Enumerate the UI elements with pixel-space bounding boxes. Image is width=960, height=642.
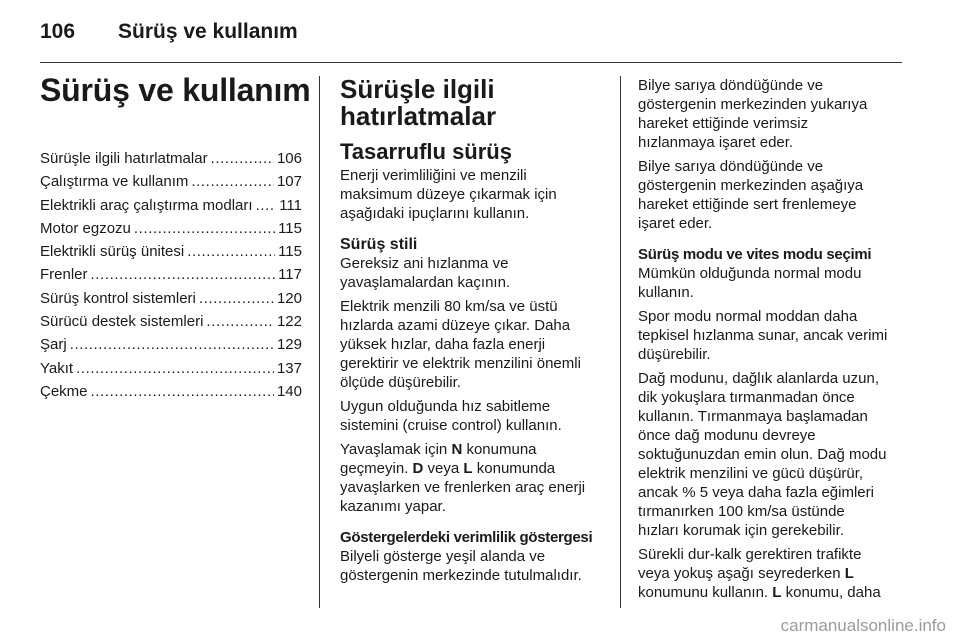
gear-l: L — [463, 460, 473, 477]
toc-leader-dots — [256, 197, 277, 214]
right-column — [638, 76, 906, 607]
toc-entry-page: 120 — [276, 289, 302, 307]
toc-entry[interactable] — [40, 197, 302, 220]
running-head: Sürüş ve kullanım — [118, 20, 298, 43]
toc-entry[interactable] — [40, 266, 302, 289]
gear-d: D — [412, 460, 424, 477]
paragraph: Spor modu normal moddan daha tepkisel hızlanma sunar, ancak verimi düşürebilir. — [638, 308, 888, 363]
toc-entry-label: Elektrikli araç çalıştırma modları — [40, 196, 253, 214]
toc-entry-label: Çalıştırma ve kullanım — [40, 173, 189, 191]
section-title: Sürüş ve kullanım — [40, 72, 311, 108]
toc-entry-page: 140 — [276, 382, 302, 400]
toc-entry-label: Çekme — [40, 382, 88, 400]
toc-entry[interactable] — [40, 150, 302, 173]
toc-leader-dots — [76, 360, 274, 377]
column-divider — [620, 76, 621, 608]
toc-entry[interactable] — [40, 173, 302, 196]
toc-entry-label: Sürücü destek sistemleri — [40, 313, 204, 331]
toc-leader-dots — [70, 336, 274, 353]
toc-entry-page: 117 — [278, 266, 302, 284]
toc-entry-page: 107 — [276, 173, 302, 191]
paragraph: Dağ modunu, dağlık alanlarda uzun, dik yokuşlara tırmanmadan önce kullanın. Tırmanmaya başlamadan önce dağ modunu devreye soktuğunuzdan emin olun. Dağ modu elektrik menzilini ve gücü düşürür, ancak % 5 veya daha fazla eğimleri tırmanırken 100 km/sa üstünde hızları korumak için gerekebilir. — [638, 370, 887, 539]
drive-mode-heading: Sürüş modu ve vites modu seçimi — [638, 246, 872, 263]
toc-entry[interactable] — [40, 383, 302, 406]
toc-entry-label: Elektrikli sürüş ünitesi — [40, 243, 185, 261]
toc-entry[interactable] — [40, 360, 302, 383]
toc-leader-dots — [199, 290, 274, 307]
toc-entry-label: Sürüş kontrol sistemleri — [40, 289, 196, 307]
toc-entry-label: Yakıt — [40, 359, 74, 377]
driving-style-heading: Sürüş stili — [340, 236, 418, 253]
intro-paragraph: Enerji verimliliğini ve menzili maksimum düzeye çıkarmak için aşağıdaki ipuçlarını kullanın. — [340, 167, 557, 222]
toc-leader-dots — [211, 150, 274, 167]
toc-leader-dots — [91, 266, 276, 283]
watermark: carmanualsonline.info — [780, 616, 946, 635]
paragraph: Sürekli dur-kalk gerektiren trafikte veya yokuş aşağı seyrederken L konumunu kullanın. L konumu, daha — [638, 546, 881, 601]
paragraph: Yavaşlamak için N konumuna geçmeyin. D veya L konumunda yavaşlarken ve frenlerken araç enerji kazanımı yapar. — [340, 441, 586, 515]
toc-entry[interactable] — [40, 313, 302, 336]
gear-l: L — [772, 584, 782, 601]
paragraph: Uygun olduğunda hız sabitleme sistemini (cruise control) kullanın. — [340, 398, 562, 434]
gear-n: N — [451, 441, 463, 458]
toc-entry-label: Motor egzozu — [40, 219, 131, 237]
toc-entry-label: Frenler — [40, 266, 88, 284]
page-number: 106 — [40, 20, 76, 43]
toc-leader-dots — [206, 313, 274, 330]
toc-entry-page: 115 — [278, 219, 302, 237]
paragraph: Bilye sarıya döndüğünde ve göstergenin merkezinden yukarıya hareket ettiğinde verimsiz hızlanmaya işaret eder. — [638, 77, 868, 151]
toc-leader-dots — [191, 173, 274, 190]
paragraph: Elektrik menzili 80 km/sa ve üstü hızlarda azami düzeye çıkar. Daha yüksek hızlar, daha fazla enerji gerektirir ve elektrik menzilini önemli ölçüde düşürebilir. — [340, 298, 581, 391]
toc-entry-page: 111 — [279, 196, 302, 214]
toc-entry-label: Sürüşle ilgili hatırlatmalar — [40, 150, 208, 167]
toc-entry-page: 137 — [276, 359, 302, 377]
toc-entry[interactable] — [40, 243, 302, 266]
middle-column — [340, 76, 608, 590]
toc-entry-page: 115 — [278, 243, 302, 261]
header-rule — [40, 62, 902, 63]
toc-leader-dots — [187, 243, 275, 260]
gear-l: L — [844, 565, 854, 582]
paragraph: Mümkün olduğunda normal modu kullanın. — [638, 265, 862, 301]
paragraph: Gereksiz ani hızlanma ve yavaşlamalardan kaçının. — [340, 255, 511, 291]
column-divider — [319, 76, 320, 608]
toc-leader-dots — [91, 383, 274, 400]
toc-entry[interactable] — [40, 220, 302, 243]
paragraph: Bilye sarıya döndüğünde ve göstergenin merkezinden aşağıya hareket ettiğinde sert frenlemeye işaret eder. — [638, 158, 864, 232]
toc-entry-page: 129 — [276, 336, 302, 354]
toc-entry-label: Şarj — [40, 336, 67, 354]
toc-leader-dots — [134, 220, 275, 237]
toc-entry-page: 122 — [276, 313, 302, 331]
toc-entry[interactable] — [40, 290, 302, 313]
toc-entry[interactable] — [40, 336, 302, 359]
table-of-contents — [40, 150, 302, 406]
efficiency-indicator-heading: Göstergelerdeki verimlilik göstergesi — [340, 529, 593, 546]
paragraph: Bilyeli gösterge yeşil alanda ve göstergenin merkezinde tutulmalıdır. — [340, 548, 582, 584]
subheading-economical-driving: Tasarruflu sürüş — [340, 139, 512, 164]
chapter-heading: Sürüşle ilgili hatırlatmalar — [340, 74, 497, 131]
toc-entry-page: 106 — [276, 150, 302, 167]
